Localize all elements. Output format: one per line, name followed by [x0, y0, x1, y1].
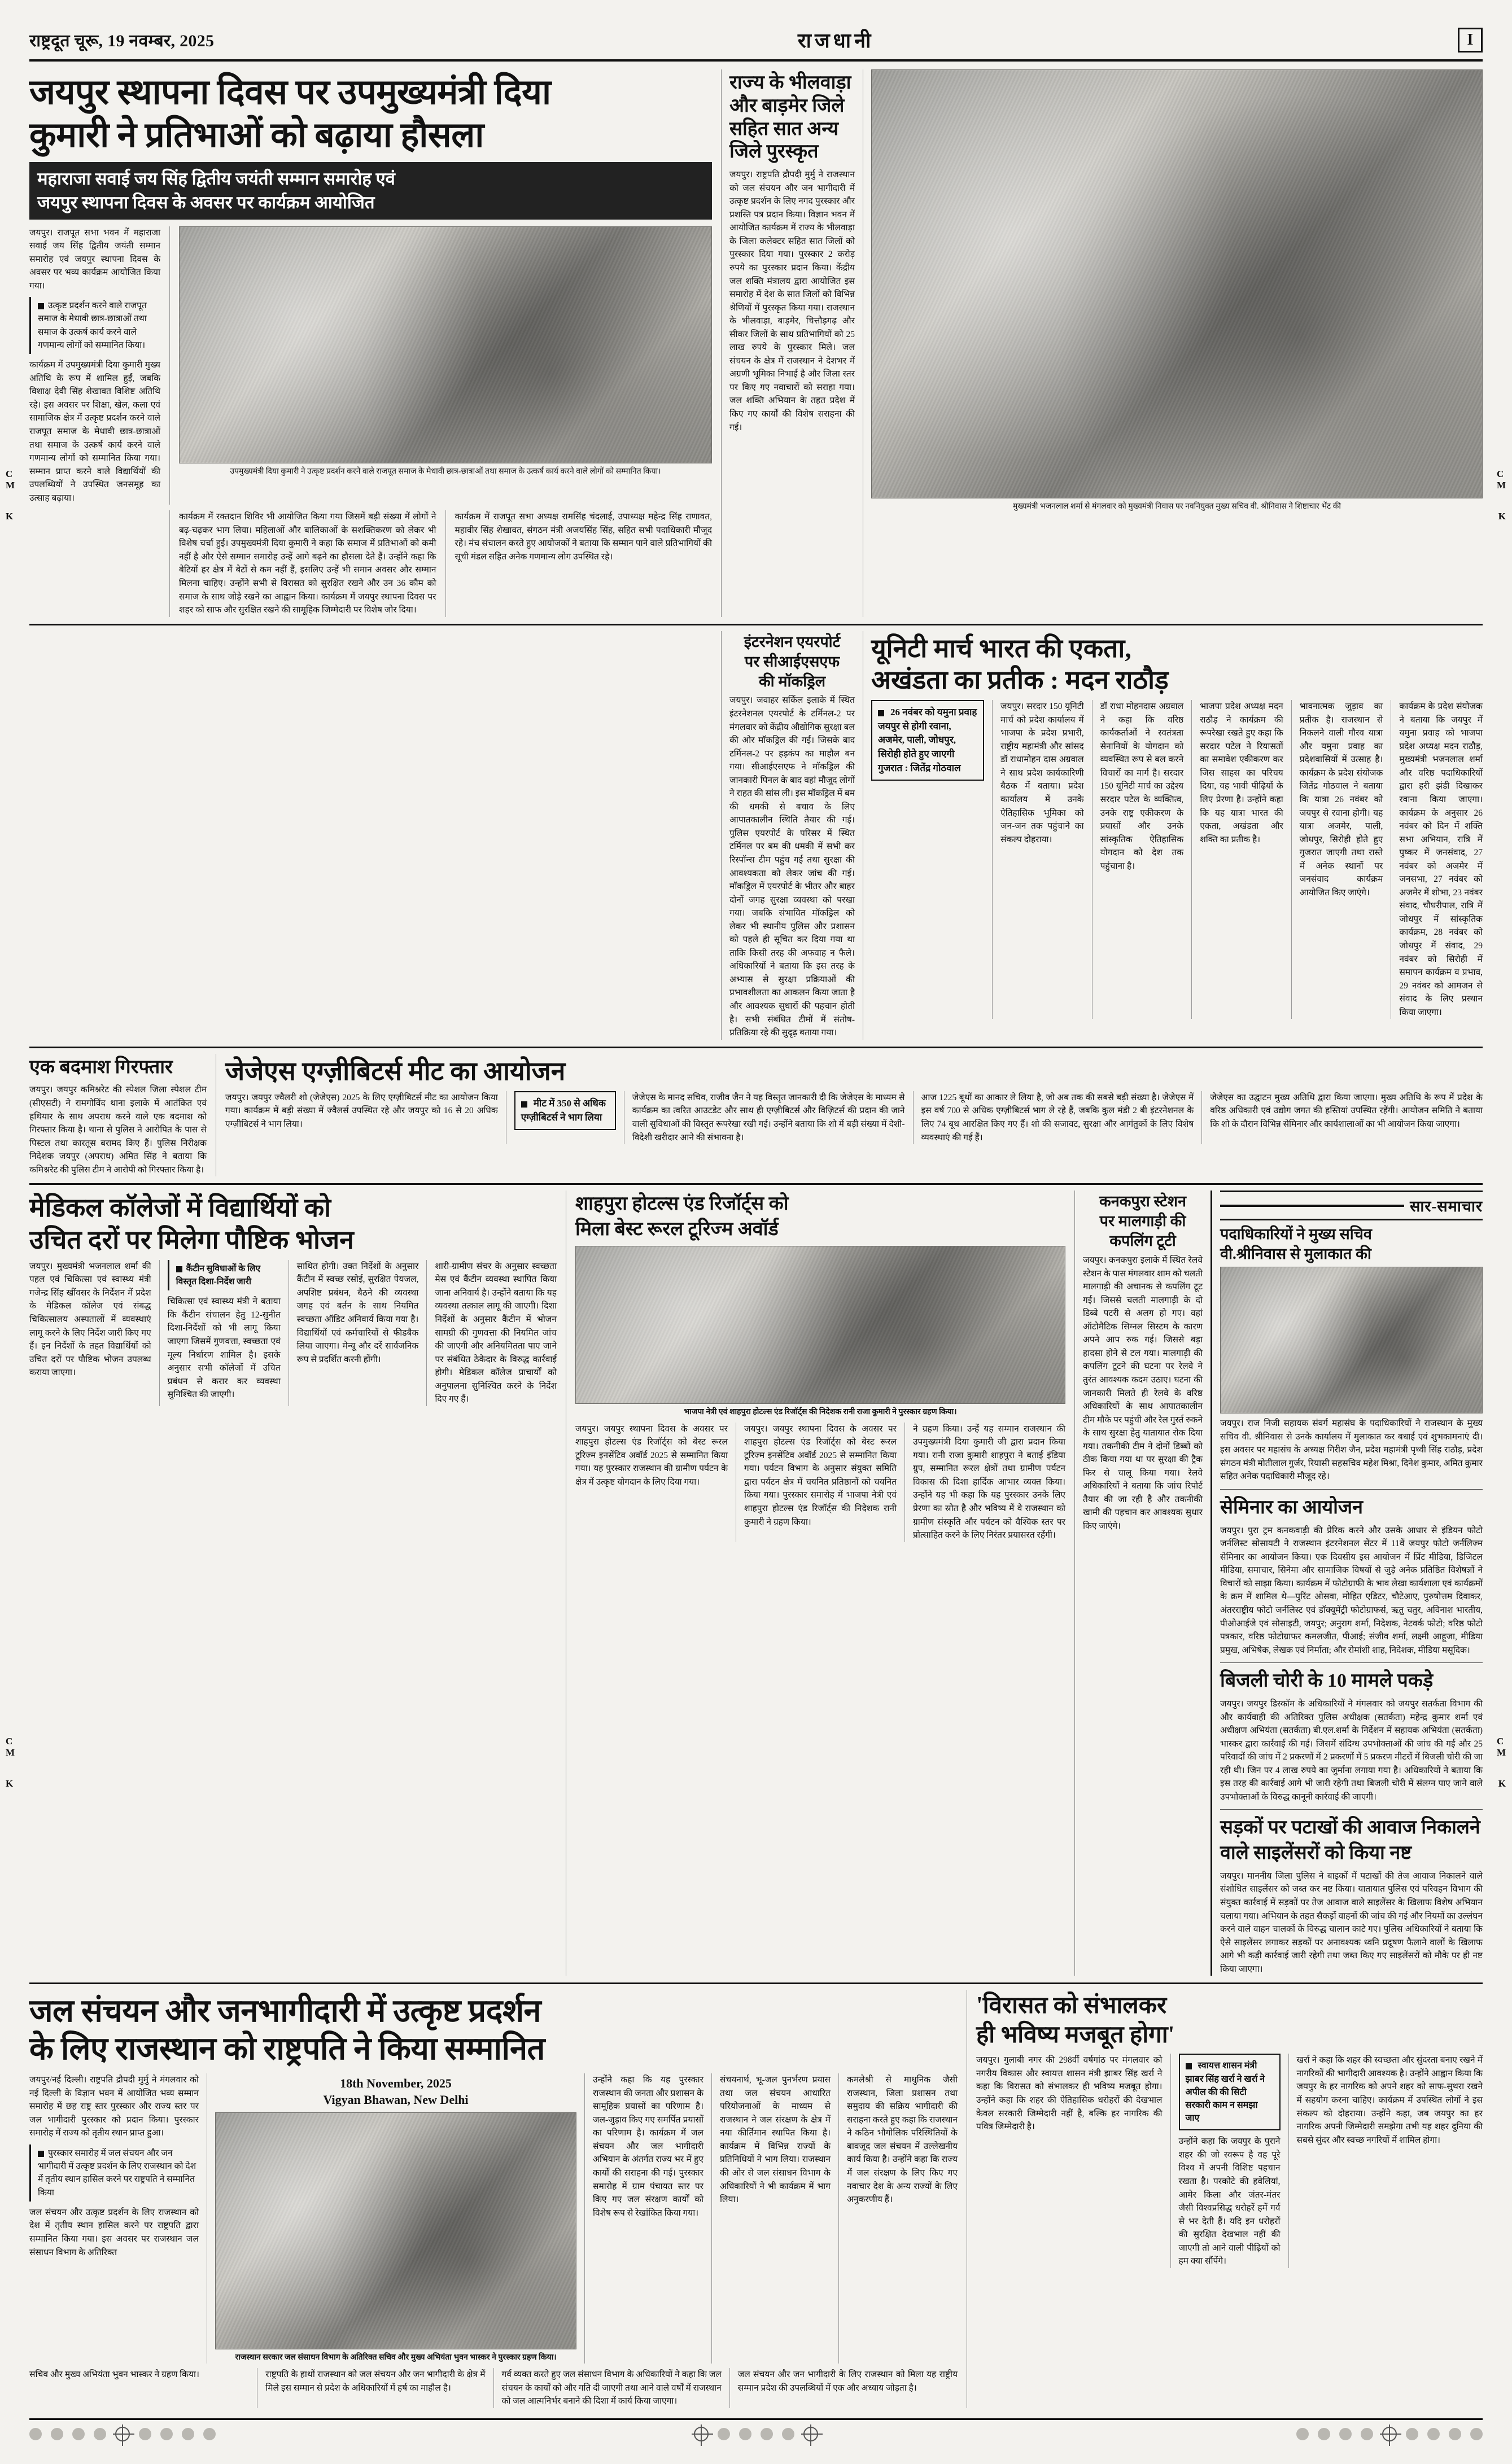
- unity-col2: डॉ राधा मोहनदास अग्रवाल ने कहा कि वरिष्ठ कार्यकर्ताओं ने स्वतंत्रता सेनानियों के योगदान को व्यवस्थित रूप से बल करने विचारों का मार्ग है। सरदार 150 यूनिटी मार्च का उद्देश्य सरदार पटेल के व्यक्तित्व, उनके राष्ट्र एकीकरण के प्रयासों और उनके सांस्कृतिक ऐतिहासिक योगदान को देश तक पहुंचाना है।: [1100, 702, 1184, 871]
- density-dot: [761, 2428, 773, 2440]
- header-rule: [1220, 1205, 1404, 1207]
- shahpura-story: [566, 1191, 1074, 1976]
- water-award-photo: [215, 2112, 576, 2349]
- water-col4: कमलेश्री से माधुनिक जैसी राजस्थान, जिला प्रशासन तथा समुदाय की सक्रिय भागीदारी की सराहना करते हुए कहा कि राजस्थान ने कठिन भौगोलिक परिस्थितियों के बावजूद जल संचयन में उल्लेखनीय कार्य किया है। उन्होंने कहा कि राज्य में जल संरक्षण के लिए किए गए नवाचार देश के अन्य राज्यों के लिए अनुकरणीय हैं।: [847, 2075, 958, 2205]
- sar-item2-body: जयपुर। पुरा ट्रम कनकवाड़ी की प्रेरिक करने और उसके आधार से इंडियन फोटो जर्नलिस्ट सोसायटी ने राजस्थान इंटरनेशनल सेंटर में 11वें जयपुर फोटो जर्नलिज्म सेमिनार का आयोजन किया। एक दिवसीय इस आयोजन में प्रिंट मीडिया, डिजिटल मीडिया, समाचार, सिनेमा और सामाजिक विषयों से जुड़े अनेक प्रतिष्ठित विशेषज्ञों ने विचारों को साझा किया। कार्यक्रम में फोटोग्राफी के भाव लेखा कार्यशाला एवं कार्यक्रमों के क्रम में शामिल थे—पुरिंट ओसवा, मोहित एडिटर, चौटेआए, पुरुषोत्तम दिवाकर, अंतरराष्ट्रीय फोटो जर्नलिस्ट एवं डॉक्यूमेंट्री फोटोग्राफर्स, ऋतु चतुर, अविनाश भारतीय, पीओआईजे एवं सोसाइटी, जयपुर; अनुराग शर्मा, निदेशक, नेटवर्क फोटो; वरिष्ठ फोटो पत्रकार, वरिष्ठ फोटोग्राफर कमलजीत, पीआई; संजीव शर्मा, लक्ष्मी आहूजा, मीडिया प्रमुख, अभिषेक, लेखक एवं निर्माता; और रोमांशी शाह, निदेशक, मीडिया मसूदिक।: [1220, 1525, 1483, 1655]
- cmyk-mark-right-top: C M: [1496, 469, 1506, 491]
- sar-item1-headline-l1: पदाधिकारियों ने मुख्य सचिव: [1220, 1226, 1372, 1243]
- water-col1b: जल संचयन और उत्कृष्ट प्रदर्शन के लिए राजस्थान को देश में तृतीय स्थान हासिल करने पर राष्ट्रपति द्वारा सम्मानित किया गया। इस अवसर पर राजस्थान जल संसाधन विभाग के अतिरिक्त: [29, 2207, 199, 2257]
- shahpura-award-photo: [575, 1246, 1065, 1404]
- registration-mark-icon: [115, 2427, 130, 2441]
- airport-story: [722, 631, 863, 1040]
- medical-bullet-text: कैंटीन सुविधाओं के लिए विस्तृत दिशा-निर्देश जारी: [176, 1263, 261, 1287]
- sar-item1-headline-l2: वी.श्रीनिवास से मुलाकात की: [1220, 1245, 1371, 1263]
- water-photo-caption: राजस्थान सरकार जल संसाधन विभाग के अतिरिक्त सचिव और मुख्य अभियंता भुवन भास्कर ने पुरस्कार ग्रहण किया।: [235, 2353, 557, 2362]
- density-dot: [1449, 2428, 1461, 2440]
- density-dot: [1339, 2428, 1352, 2440]
- sar-item4-body: जयपुर। माननीय जिला पुलिस ने बाइकों में पटाखों की तेज आवाज निकालने वाले संशोधित साइलेंसर को जब्त कर नष्ट किया। यातायात पुलिस एवं परिवहन विभाग की संयुक्त कार्रवाई में सड़कों पर तेज आवाज वाले साइलेंसर के खिलाफ विशेष अभियान चलाया गया। अभियान के तहत सैकड़ों वाहनों की जांच की गई और नियमों का उल्लंघन करने वाले वाहन चालकों के विरुद्ध चालान काटे गए। पुलिस अधिकारियों ने बताया कि ऐसे साइलेंसर लगाकर सड़कों पर अनावश्यक ध्वनि प्रदूषण फैलाने वालों के खिलाफ आगे भी कड़ी कार्रवाई जारी रहेगी तथा जब्त किए गए साइलेंसरों को मौके पर ही नष्ट किया जाएगा।: [1220, 1871, 1483, 1974]
- virasat-story: [967, 1990, 1483, 2408]
- lead-story: [29, 69, 721, 617]
- cmyk-mark-left-k: K: [6, 511, 14, 522]
- unity-col5: कार्यक्रम के प्रदेश संयोजक ने बताया कि जयपुर में यमुना प्रवाह को भाजपा प्रदेश अध्यक्ष मदन राठौड़, मुख्यमंत्री भजनलाल शर्मा और वरिष्ठ पदाधिकारियों द्वारा हरी झंडी दिखाकर रवाना किया जाएगा। कार्यक्रम के अनुसार 26 नवंबर को दिन में शक्ति सभा अभियान, रात्रि में पुष्कर में जनसंवाद, 27 नवंबर को अजमेर में जनसभा, 27 नवंबर को अजमेर में शोभा, 23 नवंबर संवाद, चौधरीपाल, रात्रि में जोधपुर में सांस्कृतिक कार्यक्रम, 28 नवंबर को जोधपुर में संवाद, 29 नवंबर को सिरोही में समापन कार्यक्रम व प्रभाव, 29 नवंबर को आमजन से संवाद के लिए प्रस्थान किया जाएगा।: [1399, 702, 1483, 1017]
- water-date-line1: 18th November, 2025: [340, 2076, 452, 2091]
- sar-samachar-sidebar: [1212, 1191, 1483, 1976]
- density-dot: [1318, 2428, 1330, 2440]
- shahpura-photo-caption: भाजपा नेत्री एवं शाहपुरा होटल्स एंड रिजॉर्ट्स की निदेशक रानी राजा कुमारी ने पुरस्कार ग्रहण किया।: [684, 1407, 957, 1416]
- kanakpura-body: जयपुर। कनकपुरा इलाके में स्थित रेलवे स्टेशन के पास मंगलवार शाम को चलती मालगाड़ी की अचानक से कपलिंग टूट गई। जिससे चलती मालगाड़ी के दो डिब्बे पटरी से अलग हो गए। वहां ऑटोमैटिक सिग्नल सिस्टम के कारण अपने आप रुक गई। जिससे बड़ा हादसा होने से टल गया। मालगाड़ी की कपलिंग टूटने की घटना पर रेलवे ने तुरंत आवश्यक कदम उठाए। घटना की जानकारी मिलते ही रेलवे के वरिष्ठ अधिकारियों के साथ आपातकालीन टीम मौके पर पहुंची और रेल गुर्स्त रुकने के साथ सुरक्षा हेतु यातायात रोक दिया गया। तकनीकी टीम ने दोनों डिब्बों को ठीक किया गया था पर सुरक्षा की ट्रैक फिर से चालू किया गया। रेलवे अधिकारियों ने बताया कि जांच रिपोर्ट तैयार की जा रही है और तकनीकी खामी की पहचान कर आवश्यक सुधार किए जाएंगे।: [1083, 1255, 1203, 1531]
- density-dot: [739, 2428, 751, 2440]
- lead-col1: [29, 226, 160, 505]
- density-dot: [29, 2428, 42, 2440]
- virasat-col2: उन्होंने कहा कि जयपुर के पुराने शहर की जो स्वरूप है वह पूरे विश्व में अपनी विशिष्ट पहचान रखता है। परकोटे की हवेलियां, आमेर किला और जंतर-मंतर जैसी विश्वप्रसिद्ध धरोहरें हमें गर्व से भर देती हैं। यदि इन धरोहरों की सुरक्षित देखभाल नहीं की जाएगी तो आने वाली पीढ़ियों को हम क्या सौंपेंगे।: [1178, 2137, 1281, 2266]
- masthead: [29, 26, 1483, 62]
- medical-headline-l1: मेडिकल कॉलेजों में विद्यार्थियों को: [29, 1193, 331, 1223]
- jjs-col2: जेजेएस के मानद सचिव, राजीव जैन ने यह विस्तृत जानकारी दी कि जेजेएस के माध्यम से कार्यक्रम का त्वरित आउटडेट और साथ ही एग्ज़ीबिटर्स और विज़िटर्स की प्रदान की जाने वाली सुविधाओं की विस्तृत रूपरेखा रखी गई। उन्होंने बताया कि शो में बड़ी संख्या में देशी-विदेशी खरीदार आने की संभावना है।: [632, 1092, 905, 1143]
- registration-mark-icon: [803, 2427, 818, 2441]
- airport-body: जयपुर। जवाहर सर्किल इलाके में स्थित इंटरनेशनल एयरपोर्ट के टर्मिनल-2 पर मंगलवार को केंद्रीय औद्योगिक सुरक्षा बल की ओर मॉकड्रिल की गई। जिसके बाद टर्मिनल-2 पर हड़कंप का माहौल बन गया। सीआईएसएफ ने मॉकड्रिल की जानकारी पिनल के बाद वहां मौजूद लोगों ने राहत की सांस ली। इस मॉकड्रिल में बम की धमकी से बचाव के लिए आपातकालीन स्थिति तैयार की गई। पुलिस एयरपोर्ट के परिसर में स्थित टर्मिनल पर बम की धमकी में सभी कर रिस्पॉन्स टीम पहुंच गई तथा सुरक्षा की आवश्यकता को लेकर जांच की गई। मॉकड्रिल में एयरपोर्ट के भीतर और बाहर दोनों जगह सुरक्षा व्यवस्था को परखा गया। जबकि संभावित मॉकड्रिल को लेकर भी स्थानीय पुलिस और प्रशासन को पहले ही सूचित कर दिया गया था ताकि किसी तरह की अफवाह न फैले। अधिकारियों ने बताया कि इस तरह के अभ्यास से सुरक्षा प्रक्रियाओं की प्रभावशीलता का आकलन किया जाता है और आवश्यक सुधारों की पहचान होती है। सभी संबंधित टीमों में संतोष-प्रतिक्रिया रहे की सुदृढ़ बताया गया।: [729, 695, 855, 1038]
- airport-headline-l3: की मॉकड्रिल: [758, 672, 826, 690]
- cmyk-mark-right-k: K: [1498, 511, 1506, 522]
- lead-headline-line1: जयपुर स्थापना दिवस पर उपमुख्यमंत्री दिया: [29, 73, 551, 112]
- density-dot: [72, 2428, 85, 2440]
- medical-col4: शारी-ग्रामीण संचर के अनुसार स्वच्छता मेस एवं कैंटीन व्यवस्था स्थापित किया जाना अनिवार्य है। उन्होंने बताया कि यह व्यवस्था तत्काल लागू की जाएगी। दिशा निर्देशों के अनुसार कैंटीन में भोजन सामग्री की गुणवत्ता की नियमित जांच की जाएगी और अनियमितता पाए जाने पर संबंधित ठेकेदार के विरुद्ध कार्रवाई होगी। मेडिकल कॉलेज प्राचार्यों को अनुपालना सुनिश्चित करने के निर्देश दिए गए हैं।: [435, 1261, 557, 1404]
- awards-body: जयपुर। राष्ट्रपति द्रौपदी मुर्मु ने राजस्थान को जल संचयन और जन भागीदारी में उत्कृष्ट प्रदर्शन के लिए नगद पुरस्कार और प्रशस्ति पत्र प्रदान किया। विज्ञान भवन में आयोजित कार्यक्रम में राज्य के भीलवाड़ा के जिला कलेक्टर सहित सात जिलों को पुरस्कार दिया गया। पुरस्कार 2 करोड़ रुपये का पुरस्कार प्रदान किया। केंद्रीय जल शक्ति मंत्रालय द्वारा आयोजित इस समारोह में देश के सात जिलों को विभिन्न श्रेणियों में पुरस्कृत किया गया। राजस्थान के भीलवाड़ा, बाड़मेर, चित्तौड़गढ़ और सीकर जिलों के साथ प्रतिभागियों को 25 लाख रुपये के पुरस्कार मिले। जल संचयन के क्षेत्र में राजस्थान ने देशभर में अग्रणी भूमिका निभाई है और जिला स्तर पर किए गए नवाचारों को सराहा गया। जल शक्ति अभियान के तहत प्रदेश में किए गए कार्यों की विशेष सराहना की गई।: [729, 170, 855, 432]
- kanakpura-story: [1075, 1191, 1211, 1976]
- medical-col3: साथित होगी। उक्त निर्देशों के अनुसार कैंटीन में स्वच्छ रसोई, सुरक्षित पेयजल, अपशिष्ट प्रबंधन, बैठने की व्यवस्था जगह एवं बर्तन के साथ नियमित स्वच्छता ऑडिट अनिवार्य किया गया है। विद्यार्थियों एवं कर्मचारियों से फीडबैक लिया जाएगा। मेन्यू और दरें सार्वजनिक रूप से प्रदर्शित करनी होंगी।: [296, 1261, 419, 1364]
- cm-meeting-photo: [871, 69, 1483, 498]
- square-bullet-icon: [38, 2151, 44, 2157]
- shahpura-headline-l2: मिला बेस्ट रूरल टूरिज्म अवॉर्ड: [575, 1219, 779, 1240]
- water-bullet: [29, 2144, 199, 2202]
- water-col3: संचयनार्थ, भू-जल पुनर्भरण प्रयास तथा जल संचयन आधारित परियोजनाओं के माध्यम से राजस्थान ने जल संरक्षण के क्षेत्र में नया कीर्तिमान स्थापित किया है। कार्यक्रम में विभिन्न राज्यों के प्रतिनिधियों ने भाग लिया। राजस्थान की ओर से जल संसाधन विभाग के अधिकारियों ने भी कार्यक्रम में भाग लिया।: [720, 2075, 831, 2205]
- density-dot: [782, 2428, 794, 2440]
- sar-samachar-title: सार-समाचार: [1410, 1198, 1483, 1215]
- airport-headline-l2: पर सीआईएसएफ: [744, 653, 840, 670]
- lead-kicker-line2: जयपुर स्थापना दिवस के अवसर पर कार्यक्रम आयोजित: [37, 192, 375, 212]
- lead-kicker-line1: महाराजा सवाई जय सिंह द्वितीय जयंती सम्मान समारोह एवं: [37, 168, 395, 189]
- density-dots-right: [1296, 2427, 1483, 2441]
- density-dots-center: [694, 2427, 818, 2441]
- cmyk-mark-left-top: C M: [6, 469, 16, 491]
- lead-col1b-text: कार्यक्रम में उपमुख्यमंत्री दिया कुमारी मुख्य अतिथि के रूप में शामिल हुईं, जबकि विशाक्ष देवी सिंह शेखावत विशिष्ट अतिथि रहे। इस अवसर पर शिक्षा, खेल, कला एवं सामाजिक क्षेत्र में उत्कृष्ट प्रदर्शन करने वाले राजपूत समाज के मेधावी छात्र-छात्राओं तथा समाज के उत्कर्ष कार्य करने वाले गणमान्य लोगों को सम्मानित किया गया। सम्मान प्राप्त करने वाले विद्यार्थियों की उपलब्धियों ने उपस्थित जनसमूह का उत्साह बढ़ाया।: [29, 360, 160, 503]
- density-dot: [160, 2428, 173, 2440]
- unity-callout-col: [871, 700, 984, 1019]
- water-footer-1: सचिव और मुख्य अभियंता भुवन भास्कर ने ग्रहण किया।: [29, 2370, 199, 2380]
- jjs-callout: [514, 1091, 616, 1130]
- water-bullet-text: पुरस्कार समारोह में जल संचयन और जन भागीदारी में उत्कृष्ट प्रदर्शन के लिए राजस्थान को देश में तृतीय स्थान हासिल करने पर राष्ट्रपति ने सम्मानित किया: [38, 2148, 196, 2198]
- sar-item1-body: जयपुर। राज निजी सहायक संवर्ग महासंघ के पदाधिकारियों ने राजस्थान के मुख्य सचिव वी. श्रीनिवास से उनके कार्यालय में मुलाकात कर बधाई एवं शुभकामनाएं दी। इस अवसर पर महासंघ के अध्यक्ष गिरीश जैन, प्रदेश महामंत्री पृथ्वी सिंह राठौड़, प्रदेश संगठन मंत्री मोतीलाल गुर्जर, रियासी सहसचिव महेश मिश्रा, दिनेश कुमार, अमित कुमार सहित अनेक पदाधिकारी मौजूद रहे।: [1220, 1419, 1483, 1482]
- page-number-badge: I: [1458, 28, 1483, 52]
- lead-photo: [179, 226, 712, 463]
- print-control-bar: [29, 2418, 1483, 2441]
- density-dot: [1296, 2428, 1309, 2440]
- lead-photo-col: [179, 226, 712, 505]
- jjs-callout-col: [514, 1091, 616, 1144]
- kanakpura-headline-l2: पर मालगाड़ी की: [1099, 1213, 1186, 1230]
- unity-headline-l2: अखंडता का प्रतीक : मदन राठौड़: [871, 665, 1169, 694]
- badmash-story: [29, 1054, 216, 1177]
- airport-headline-l1: इंटरनेशन एयरपोर्ट: [744, 633, 841, 650]
- medical-bullet: [168, 1260, 281, 1291]
- density-dot: [1361, 2428, 1373, 2440]
- square-bullet-icon: [176, 1266, 182, 1272]
- virasat-headline-l2: ही भविष्य मजबूत होगा': [976, 2021, 1175, 2048]
- lead-bullet: [29, 297, 160, 354]
- medical-headline-l2: उचित दरों पर मिलेगा पौष्टिक भोजन: [29, 1225, 354, 1254]
- square-bullet-icon: [521, 1101, 527, 1108]
- masthead-section-title: राजधानी: [797, 29, 875, 52]
- water-photo-wrap: [215, 2073, 576, 2364]
- density-dot: [94, 2428, 106, 2440]
- zone2-left-spacer: [29, 631, 721, 1040]
- sar-item4-headline-l2: वाले साइलेंसरों को किया नष्ट: [1220, 1842, 1412, 1864]
- water-footer-4: जल संचयन और जन भागीदारी के लिए राजस्थान को मिला यह राष्ट्रीय सम्मान प्रदेश की उपलब्धियों में एक और अध्याय जोड़ता है।: [737, 2370, 958, 2393]
- virasat-callout-text: स्वायत्त शासन मंत्री झाबर सिंह खर्रा ने खर्रा ने अपील की की सिटी सरकारी काम न समझा जाए: [1185, 2061, 1265, 2124]
- sar-item1-photo: [1220, 1267, 1483, 1413]
- water-headline-l2: के लिए राजस्थान को राष्ट्रपति ने किया सम्मानित: [29, 2032, 545, 2067]
- jjs-story: [216, 1054, 1483, 1177]
- badmash-body: जयपुर। जयपुर कमिश्नरेट की स्पेशल जिला स्पेशल टीम (सीएसटी) ने रामगोविंद थाना इलाके में आतंकित एवं हथियार के साथ अपराध करने वाले एक बदमाश को गिरफ्तार किया है। थाना से पुलिस ने आरोपित के पास से पिस्टल तथा कारतूस बरामद किए हैं। पुलिस निरीक्षक निदेशक जयपुर (अपराध) अमित सिंह ने बताया कि कमिश्नरेट की पुलिस टीम ने आरोपी को गिरफ्तार किया है।: [29, 1085, 207, 1175]
- jjs-callout-text: मीट में 350 से अधिक एग्ज़ीबिटर्स ने भाग लिया: [521, 1097, 606, 1123]
- density-dot: [139, 2428, 151, 2440]
- awards-headline: राज्य के भीलवाड़ा और बाड़मेर जिले सहित सात अन्य जिले पुरस्कृत: [729, 72, 851, 163]
- masthead-edition-date: राष्ट्रदूत चूरू, 19 नवम्बर, 2025: [29, 32, 215, 50]
- cm-photo-block: [863, 69, 1483, 617]
- unity-col1: जयपुर। सरदार 150 यूनिटी मार्च को प्रदेश कार्यालय में भाजपा के प्रदेश प्रभारी, राष्ट्रीय महामंत्री और सांसद डॉ राधामोहन दास अग्रवाल ने साथ प्रदेश कार्यकारिणी बैठक में बताया। प्रदेश कार्यालय में उनके ऐतिहासिक भूमिका को जन-जन तक पहुंचाने का संकल्प दोहराया।: [1000, 702, 1084, 844]
- unity-col4: भावनात्मक जुड़ाव का प्रतीक है। राजस्थान से निकलने वाली गौरव यात्रा और यमुना प्रवाह का प्रदेशवासियों में उत्साह है। कार्यक्रम के प्रदेश संयोजक जितेंद्र गोठवाल ने बताया कि यात्रा 26 नवंबर को जयपुर से रवाना होगी। यह यात्रा अजमेर, पाली, जोधपुर, सिरोही होते हुए गुजरात जाएगी तथा रास्ते में अनेक स्थानों पर जनसंवाद कार्यक्रम आयोजित किए जाएंगे।: [1299, 702, 1383, 898]
- jjs-col4: जेजेएस का उद्घाटन मुख्य अतिथि द्वारा किया जाएगा। मुख्य अतिथि के रूप में प्रदेश के वरिष्ठ अधिकारी एवं उद्योग जगत की हस्तियां उपस्थित रहेंगी। आयोजन समिति ने बताया कि शो के दौरान विभिन्न सेमिनार और कार्यशालाओं का भी आयोजन किया जाएगा।: [1210, 1092, 1483, 1130]
- unity-callout-text: 26 नवंबर को यमुना प्रवाह जयपुर से होगी रवाना, अजमेर, पाली, जोधपुर, सिरोही होते हुए जाएगी गुजरात : जितेंद्र गोठवाल: [878, 707, 977, 773]
- registration-mark-icon: [1382, 2427, 1397, 2441]
- registration-mark-icon: [694, 2427, 709, 2441]
- lead-headline-line2: कुमारी ने प्रतिभाओं को बढ़ाया हौसला: [29, 116, 484, 155]
- sar-samachar-header: [1220, 1191, 1483, 1220]
- density-dots-left: [29, 2427, 216, 2441]
- awards-story: [722, 69, 863, 617]
- virasat-callout: [1179, 2054, 1281, 2130]
- sar-item2-headline: सेमिनार का आयोजन: [1220, 1496, 1363, 1518]
- medical-col2: चिकित्सा एवं स्वास्थ्य मंत्री ने बताया कि कैंटीन संचालन हेतु 12-सुनीत दिशा-निर्देशों को भी लागू किया जाएगा जिसमें गुणवत्ता, स्वच्छता एवं मूल्य निर्धारण शामिल है। इसके अनुसार सभी कॉलेजों में उचित प्रबंधन से करार कर व्यवस्था सुनिश्चित की जाएगी।: [167, 1297, 281, 1400]
- jjs-col3: आज 1225 बूथों का आकार ले लिया है, जो अब तक की सबसे बड़ी संख्या है। जेजेएस में इस वर्ष 700 से अधिक एग्ज़ीबिटर्स भाग ले रहे हैं, जबकि कुल मंडी 2 बी इंटरनेशनल के लिए 74 बूथ आरक्षित किए गए हैं। शो की सजावट, सुरक्षा और आगंतुकों के लिए विशेष व्यवस्थाएं की गई हैं।: [921, 1092, 1194, 1143]
- sar-item3-headline: बिजली चोरी के 10 मामले पकड़े: [1220, 1670, 1434, 1692]
- cmyk-mark-left-bottom: C M: [6, 1736, 16, 1758]
- unity-callout: [871, 700, 984, 781]
- lead-photo-caption: उपमुख्यमंत्री दिया कुमारी ने उत्कृष्ट प्रदर्शन करने वाले राजपूत समाज के मेधावी छात्र-छात्राओं तथा समाज के उत्कर्ष कार्य करने वाले लोगों को सम्मानित किया।: [230, 467, 661, 476]
- density-dot: [718, 2428, 730, 2440]
- medical-col1: जयपुर। मुख्यमंत्री भजनलाल शर्मा की पहल एवं चिकित्सा एवं स्वास्थ्य मंत्री गजेन्द्र सिंह खींवसर के निर्देशन में प्रदेश के मेडिकल कॉलेज एवं संबद्ध चिकित्सालय अस्पतालों में व्यवस्थाएं लागू करने के लिए निर्देश जारी किए गए हैं। इन निर्देशों के तहत विद्यार्थियों को उचित दरों पर पौष्टिक भोजन उपलब्ध कराया जाएगा।: [29, 1261, 151, 1378]
- water-date-line2: Vigyan Bhawan, New Delhi: [323, 2092, 469, 2107]
- virasat-headline-l1: 'विरासत को संभालकर: [976, 1993, 1167, 2019]
- water-col1-wrap: [29, 2073, 199, 2364]
- kanakpura-headline-l1: कनकपुरा स्टेशन: [1099, 1193, 1187, 1210]
- medical-story: [29, 1191, 566, 1976]
- virasat-col1: जयपुर। गुलाबी नगर की 298वीं वर्षगांठ पर मंगलवार को नगरीय विकास और स्वायत्त शासन मंत्री झाबर सिंह खर्रा ने कहा कि विरासत को संभालकर ही भविष्य मजबूत होगा। उन्होंने कहा कि शहर की ऐतिहासिक धरोहरों की देखभाल केवल सरकारी जिम्मेदारी नहीं है, बल्कि हर नागरिक की पवित्र जिम्मेदारी है।: [976, 2055, 1163, 2132]
- water-event-date: [215, 2073, 576, 2112]
- lead-bullet-text: उत्कृष्ट प्रदर्शन करने वाले राजपूत समाज के मेधावी छात्र-छात्राओं तथा समाज के उत्कर्ष कार्य करने वाले गणमान्य लोगों को सम्मानित किया।: [38, 301, 147, 350]
- shahpura-col2: जयपुर। जयपुर स्थापना दिवस के अवसर पर शाहपुरा होटल्स एंड रिजॉर्ट्स को बेस्ट रूरल टूरिज्म इनसेंटिव अवॉर्ड 2025 से सम्मानित किया गया। पर्यटन विभाग के अनुसार संयुक्त समिति द्वारा पर्यटन क्षेत्र में चयनित प्रतिष्ठानों को चयनित किया गया। पुरस्कार समारोह में भाजपा नेत्री एवं शाहपुरा होटल्स एंड रिजॉर्ट्स की निदेशक रानी कुमारी ने ग्रहण किया।: [744, 1424, 897, 1527]
- shahpura-headline-l1: शाहपुरा होटल्स एंड रिजॉर्ट्स को: [575, 1193, 789, 1215]
- density-dot: [182, 2428, 194, 2440]
- shahpura-col1: जयपुर। जयपुर स्थापना दिवस के अवसर पर शाहपुरा होटल्स एंड रिजॉर्ट्स को बेस्ट रूरल टूरिज्म इनसेंटिव अवॉर्ड 2025 से सम्मानित किया गया। यह पुरस्कार राजस्थान की ग्रामीण पर्यटन के क्षेत्र में उत्कृष्ट योगदान के लिए दिया गया।: [575, 1424, 728, 1487]
- water-col2: उन्होंने कहा कि यह पुरस्कार राजस्थान की जनता और प्रशासन के सामूहिक प्रयासों का परिणाम है। जल-जुड़ाव किए गए समर्पित प्रयासों का परिणाम है। कार्यक्रम में जल संचयन और जल भागीदारी अभियान के अंतर्गत राज्य भर में हुए कार्यों की सराहना की गई। पुरस्कार समारोह में ग्राम पंचायत स्तर पर किए गए जल संरक्षण कार्यों को विशेष रूप से रेखांकित किया गया।: [593, 2075, 703, 2218]
- lead-kicker: [29, 162, 712, 220]
- cmyk-mark-right-k-bottom: K: [1498, 1778, 1506, 1789]
- sar-item3-body: जयपुर। जयपुर डिस्कॉम के अधिकारियों ने मंगलवार को जयपुर सतर्कता विभाग की और कार्यवाही की अतिरिक्त पुलिस अधीक्षक (सतर्कता) महेन्द्र कुमार शर्मा एवं अधीक्षण अभियंता (सतर्कता) बी.एल.शर्मा के निर्देशन में सहायक अभियंता (सतर्कता) भास्कर द्वारा कार्रवाई की गई। जिसमें संदिग्ध उपभोक्ताओं की जांच की गई और 25 परिवादों की जांच में 2 प्रकरणों में 2 प्रकरणों में 5 प्रकरण मीटरों में बिजली चोरी की जा रही थी। जिन पर 4 लाख रुपये का जुर्माना लगाया गया है। अधिकारियों ने बताया कि इस तरह की कार्रवाई आगे भी जारी रहेगी तथा बिजली चोरी में संलग्न पाए जाने वाले उपभोक्ताओं के विरुद्ध कानूनी कार्रवाई की जाएगी।: [1220, 1699, 1483, 1802]
- shahpura-col3: ने ग्रहण किया। उन्हें यह सम्मान राजस्थान की उपमुख्यमंत्री दिया कुमारी जी द्वारा प्रदान किया गया। रानी राजा कुमारी शाहपुरा ने बताई इंडिया ग्रुप, सम्मानित रूरल क्षेत्रों तथा ग्रामीण पर्यटन विकास की दिशा हार्दिक आभार व्यक्त किया। उन्होंने यह भी कहा कि यह पुरस्कार उनके लिए प्रेरणा का स्रोत है और भविष्य में वे राजस्थान को ग्रामीण संस्कृति और पर्यटन को वैश्विक स्तर पर प्रोत्साहित करने के लिए निरंतर प्रयासरत रहेंगी।: [913, 1424, 1065, 1540]
- density-dot: [1470, 2428, 1483, 2440]
- jjs-headline: जेजेएस एग्ज़ीबिटर्स मीट का आयोजन: [225, 1056, 566, 1086]
- water-award-story: [29, 1990, 967, 2408]
- unity-headline-l1: यूनिटी मार्च भारत की एकता,: [871, 633, 1131, 663]
- square-bullet-icon: [878, 710, 884, 716]
- virasat-col3: खर्रा ने कहा कि शहर की स्वच्छता और सुंदरता बनाए रखने में नागरिकों की भागीदारी आवश्यक है। उन्होंने आह्वान किया कि जयपुर के हर नागरिक को अपने शहर को साफ-सुथरा रखने में सहयोग करना चाहिए। कार्यक्रम में उपस्थित लोगों ने इस संकल्प को दोहराया। उन्होंने कहा, जब जयपुर का हर नागरिक अपनी जिम्मेदारी समझेगा तभी यह शहर दुनिया की सबसे सुंदर और स्वच्छ नगरियों में शामिल होगा।: [1296, 2055, 1483, 2145]
- water-headline-l1: जल संचयन और जनभागीदारी में उत्कृष्ट प्रदर्शन: [29, 1994, 541, 2029]
- water-footer-2: राष्ट्रपति के हाथों राजस्थान को जल संचयन और जन भागीदारी के क्षेत्र में मिले इस सम्मान से प्रदेश के अधिकारियों में हर्ष का माहौल है।: [265, 2370, 486, 2393]
- density-dot: [203, 2428, 216, 2440]
- jjs-col1: जयपुर। जयपुर ज्वैलरी शो (जेजेएस) 2025 के लिए एग्ज़ीबिटर्स मीट का आयोजन किया गया। कार्यक्रम में बड़ी संख्या में ज्वैलर्स उपस्थित रहे और जयपुर को 16 से 20 अधिक एग्ज़ीबिटर्स ने भाग लिया।: [225, 1092, 498, 1130]
- badmash-headline: एक बदमाश गिरफ्तार: [29, 1056, 173, 1078]
- square-bullet-icon: [1186, 2063, 1192, 2069]
- cmyk-mark-right-bottom: C M: [1496, 1736, 1506, 1758]
- cmyk-mark-left-k-bottom: K: [6, 1778, 14, 1789]
- square-bullet-icon: [38, 303, 44, 309]
- unity-march-story: [863, 631, 1483, 1040]
- lead-col2-text: कार्यक्रम में रक्तदान शिविर भी आयोजित किया गया जिसमें बड़ी संख्या में लोगों ने बढ़-चढ़कर भाग लिया। महिलाओं और बालिकाओं के सशक्तिकरण को लेकर भी विशेष चर्चा हुई। उपमुख्यमंत्री दिया कुमारी ने कहा कि समाज में प्रतिभाओं को कमी नहीं है और ऐसे सम्मान समारोह उन्हें आगे बढ़ने का हौसला देते हैं। उन्होंने कहा कि बेटियों हर क्षेत्र में बेटों से कम नहीं हैं, इसलिए उन्हें भी समान अवसर और सम्मान मिलना चाहिए। उन्होंने सभी से विरासत को सुरक्षित रखने और उन 36 कौम को समाज के साथ जोड़े रखने का आह्वान किया। कार्यक्रम में जयपुर स्थापना दिवस पर शहर को साफ और सुरक्षित रखने की सामूहिक जिम्मेदारी पर विशेष जोर दिया।: [179, 512, 436, 615]
- density-dot: [51, 2428, 63, 2440]
- lead-col3-text: कार्यक्रम में राजपूत सभा अध्यक्ष रामसिंह चंदलाई, उपाध्यक्ष महेन्द्र सिंह राणावत, महावीर सिंह शेखावत, संगठन मंत्री अजयसिंह सिंह, सहित सभी पदाधिकारी मौजूद रहे। मंच संचालन करते हुए आयोजकों ने बताया कि सम्मान पाने वाले प्रतिभागियों की सूची मंडल सहित अनेक गणमान्य लोग उपस्थित रहे।: [455, 512, 712, 562]
- density-dot: [1427, 2428, 1440, 2440]
- cm-photo-caption: मुख्यमंत्री भजनलाल शर्मा से मंगलवार को मुख्यमंत्री निवास पर नवनियुक्त मुख्य सचिव वी. श्रीनिवास ने शिष्टाचार भेंट की: [1012, 502, 1341, 511]
- density-dot: [1406, 2428, 1418, 2440]
- water-col1: जयपुर/नई दिल्ली। राष्ट्रपति द्रौपदी मुर्मु ने मंगलवार को नई दिल्ली के विज्ञान भवन में आयोजित भव्य सम्मान समारोह में छह राष्ट्र स्तर पुरस्कार और राज्य स्तर पर जल भागीदारी पुरस्कार को प्रदान किया। पुरस्कार समारोह में राज्य को तृतीय स्थान प्राप्त हुआ।: [29, 2075, 199, 2138]
- kanakpura-headline-l3: कपलिंग टूटी: [1109, 1232, 1176, 1250]
- unity-col3: भाजपा प्रदेश अध्यक्ष मदन राठौड़ ने कार्यक्रम की रूपरेखा रखते हुए कहा कि सरदार पटेल ने रियासतों का समावेश एकीकरण कर जिस साहस का परिचय दिया, वह भावी पीढ़ियों के लिए प्रेरणा है। उन्होंने कहा कि यह यात्रा भारत की एकता, अखंडता और शक्ति का प्रतीक है।: [1200, 702, 1283, 844]
- water-footer-3: गर्व व्यक्त करते हुए जल संसाधन विभाग के अधिकारियों ने कहा कि जल संचयन के कार्यों को और गति दी जाएगी तथा आने वाले वर्षों में राजस्थान को जल आत्मनिर्भर बनाने की दिशा में कार्य किया जाएगा।: [501, 2370, 722, 2406]
- sar-item4-headline-l1: सड़कों पर पटाखों की आवाज निकालने: [1220, 1817, 1480, 1839]
- lead-col1-text: जयपुर। राजपूत सभा भवन में महाराजा सवाई जय सिंह द्वितीय जयंती सम्मान समारोह एवं जयपुर स्थापना दिवस के अवसर पर भव्य कार्यक्रम आयोजित किया गया।: [29, 227, 160, 291]
